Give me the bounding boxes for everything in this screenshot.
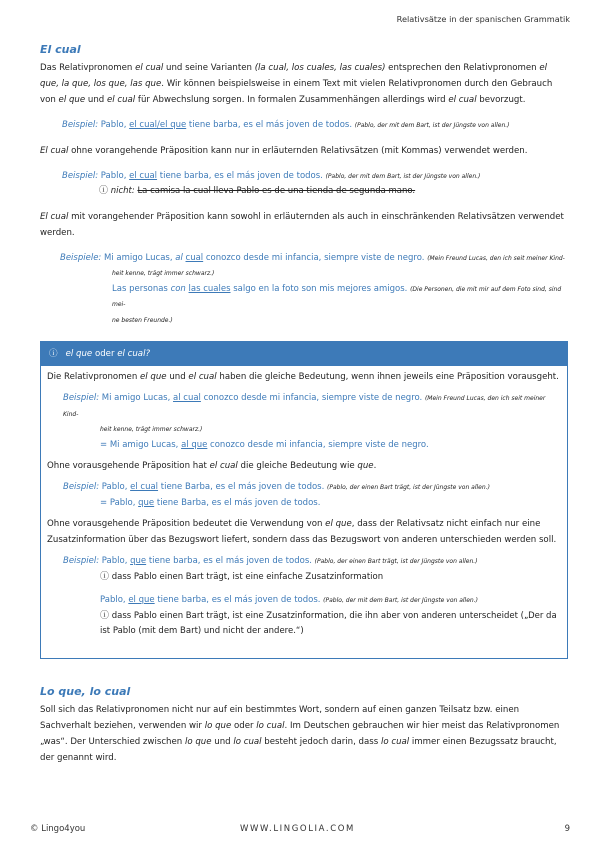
text: für Abwechslung sorgen. In formalen Zusammenhängen allerdings wird — [135, 95, 449, 105]
box-paragraph-2 — [47, 458, 561, 474]
website-link[interactable]: WWW.LINGOLIA.COM — [240, 824, 355, 834]
example-text: tiene barba, es el más joven de todos. — [186, 120, 353, 130]
term: lo cual — [233, 737, 262, 747]
text: oder — [231, 721, 257, 731]
term: el cual — [135, 63, 164, 73]
copyright: © Lingo4you — [30, 824, 86, 834]
example-line — [60, 251, 568, 267]
example-label: Beispiel: — [63, 556, 100, 566]
term: el que — [58, 95, 86, 105]
text: Die Relativpronomen — [47, 372, 140, 382]
example-underlined: el cual/el que — [129, 120, 187, 130]
example-line — [63, 480, 561, 496]
example-underlined: al cual — [173, 393, 201, 403]
term: que, los que, las que — [72, 79, 162, 89]
preposition: con — [170, 283, 186, 294]
example-text: tiene barba, es el más joven de todos. — [157, 170, 323, 181]
struck-example: La camisa la cual lleva Pablo es de una tienda de segunda mano. — [137, 186, 416, 196]
term: el cual — [448, 95, 477, 105]
note-text: ist Pablo (mit dem Bart) und nicht der andere.“) — [100, 626, 304, 636]
text: . Im Deutschen gebrauchen wir hier meist das Relativpronomen „was“. Der Unterschied zwischen — [40, 721, 560, 747]
term: lo cual — [380, 737, 410, 747]
example-text: = Mi amigo Lucas, — [100, 439, 182, 450]
example-text: Pablo, — [100, 120, 130, 130]
note-text: dass Pablo einen Bart trägt, ist eine Zusatzinformation, die ihn aber von anderen unterscheidet („Der da — [111, 610, 557, 621]
text: Soll sich das Relativpronomen nicht nur auf ein bestimmtes Wort, sondern auf einen ganzen Teilsatz bzw. einen Sachverhalt beziehen, verwenden wir — [40, 705, 520, 731]
info-box-body — [41, 366, 567, 640]
box-title-term: el cual? — [117, 349, 151, 359]
example-1 — [40, 118, 568, 134]
box-example-1 — [47, 391, 561, 453]
section-lo-que — [40, 680, 568, 776]
term: lo que — [184, 737, 212, 747]
text: und — [85, 95, 107, 105]
text: . — [373, 461, 377, 471]
info-box-header — [41, 342, 567, 366]
term: lo que — [204, 721, 232, 731]
translation-line — [60, 313, 568, 329]
note-label: nicht: — [110, 186, 135, 196]
text: haben die gleiche Bedeutung, wenn ihnen jeweils eine Präposition vorausgeht. — [216, 372, 559, 382]
heading-el-cual: El cual — [40, 43, 81, 56]
page-header: Relativsätze in der spanischen Grammatik — [396, 14, 570, 24]
term: El cual — [40, 145, 69, 156]
info-icon: ⓘ — [100, 571, 110, 582]
text: besteht jedoch darin, dass — [261, 737, 381, 747]
example-text: Mi amigo Lucas, — [104, 252, 176, 263]
info-icon: ⓘ — [99, 186, 109, 196]
text: und — [211, 737, 234, 747]
text: Ohne vorausgehende Präposition hat — [47, 461, 210, 471]
term: el que — [140, 372, 167, 382]
example-text: tiene barba, es el más joven de todos. — [154, 595, 321, 605]
example-label: Beispiele: — [60, 252, 102, 263]
example-label: Beispiel: — [63, 393, 100, 403]
example-text: Mi amigo Lucas, — [101, 393, 174, 403]
note-line — [63, 570, 561, 586]
paragraph-intro — [40, 60, 568, 108]
term: que — [357, 461, 374, 471]
term: el cual — [188, 372, 217, 382]
text: ohne vorangehende Präposition kann nur in erläuternden Relativsätzen (mit Kommas) verwendet werden. — [68, 145, 528, 156]
example-text: salgo en la foto son mis mejores amigos. — [230, 283, 408, 294]
heading-lo-que: Lo que, lo cual — [40, 685, 131, 698]
box-example-2 — [47, 480, 561, 511]
example-line — [63, 391, 561, 422]
example-text: tiene Barba, es el más joven de todos. — [158, 482, 325, 492]
box-title-text: oder — [92, 349, 118, 359]
box-paragraph-1 — [47, 369, 561, 385]
info-box — [40, 341, 568, 659]
translation: (Mein Freund Lucas, den ich seit meiner Kind- — [427, 254, 565, 262]
term: lo cual — [256, 721, 285, 731]
example-underlined: al que — [181, 439, 208, 450]
info-icon: ⓘ — [49, 349, 58, 359]
translation: heit kenne, trägt immer schwarz.) — [112, 270, 215, 277]
example-text: Pablo, — [101, 556, 131, 566]
example-line — [63, 554, 561, 570]
text: und — [166, 372, 189, 382]
text: Ohne vorausgehende Präposition bedeutet die Verwendung von — [47, 519, 326, 529]
paragraph-3 — [40, 209, 568, 241]
example-text: Pablo, — [101, 482, 131, 492]
translation-line — [63, 422, 561, 438]
example-text: Pablo, — [100, 170, 130, 181]
example-line — [63, 593, 561, 609]
example-3 — [40, 251, 568, 329]
term: el que — [325, 519, 352, 529]
term: (la cual, los cuales, las cuales) — [254, 63, 386, 73]
term: el cual — [209, 461, 238, 471]
text: immer einen Bezugssatz braucht, der genannt wird. — [40, 737, 557, 763]
translation: (Pablo, der mit dem Bart, ist der Jüngste von allen.) — [323, 597, 478, 604]
example-line — [62, 169, 568, 185]
example-label: Beispiel: — [63, 482, 100, 492]
paragraph-lo-que — [40, 702, 568, 766]
preposition: al — [175, 252, 183, 263]
example-underlined: que — [130, 556, 147, 566]
example-label: Beispiel: — [62, 170, 99, 181]
note-line — [63, 624, 561, 640]
translation: (Pablo, der mit dem Bart, ist der Jüngste von allen.) — [354, 122, 510, 129]
text: , dass der Relativsatz nicht einfach nur eine Zusatzinformation über das Bezugswort liefert, sondern dass das Bezugswort von anderen unterschieden werden soll. — [47, 519, 557, 545]
example-text: conozco desde mi infancia, siempre viste de negro. — [207, 439, 429, 450]
box-title-term: el que — [65, 349, 93, 359]
box-example-3 — [47, 554, 561, 640]
example-text: conozco desde mi infancia, siempre viste de negro. — [203, 252, 425, 263]
example-text: Pablo, — [100, 595, 129, 605]
equivalent-line — [63, 496, 561, 512]
example-underlined: cual — [185, 252, 204, 263]
translation: (Pablo, der mit dem Bart, ist der Jüngste von allen.) — [325, 172, 481, 180]
example-2 — [40, 169, 568, 200]
text: bevorzugt. — [476, 95, 526, 105]
translation: (Pablo, der einen Bart trägt, ist der Jüngste von allen.) — [314, 558, 478, 565]
text: die gleiche Bedeutung wie — [237, 461, 358, 471]
term: El cual — [40, 211, 69, 222]
text: entsprechen den Relativpronomen — [385, 63, 540, 73]
example-underlined: el que — [128, 595, 155, 605]
example-text: conozco desde mi infancia, siempre viste de negro. — [200, 393, 423, 403]
translation-line — [60, 266, 568, 282]
example-underlined: las cuales — [188, 283, 231, 294]
text: . Wir können beispielsweise in einem Text mit vielen Relativpronomen durch den Gebrauch von — [40, 79, 553, 105]
translation: ne besten Freunde.) — [112, 316, 173, 324]
box-paragraph-3 — [47, 516, 561, 548]
text: Das Relativpronomen — [40, 63, 136, 73]
translation: (Pablo, der einen Bart trägt, ist der Jüngste von allen.) — [327, 484, 490, 491]
text: mit vorangehender Präposition kann sowohl in erläuternden als auch in einschränkenden Relativsätzen verwendet werden. — [40, 211, 564, 238]
example-line — [60, 282, 568, 313]
example-label: Beispiel: — [62, 120, 99, 130]
translation: (Mein Freund Lucas, den ich seit meiner Kind- — [63, 395, 546, 418]
page-number: 9 — [564, 824, 570, 834]
term: el cual — [106, 95, 136, 105]
translation: (Die Personen, die mit mir auf dem Foto sind, sind mei- — [112, 285, 562, 308]
example-text: Las personas — [112, 283, 171, 294]
example-text: tiene barba, es el más joven de todos. — [146, 556, 312, 566]
note-line — [63, 609, 561, 625]
note-text: dass Pablo einen Bart trägt, ist eine einfache Zusatzinformation — [111, 571, 384, 582]
equivalent-line — [63, 438, 561, 454]
note-line — [62, 184, 568, 200]
term: el que, la — [40, 63, 548, 89]
example-text: = Pablo, — [100, 497, 139, 508]
section-el-cual — [40, 38, 568, 337]
paragraph-2 — [40, 143, 568, 159]
example-underlined: que — [138, 497, 155, 508]
example-text: tiene Barba, es el más joven de todos. — [154, 497, 321, 508]
text: und seine Varianten — [163, 63, 255, 73]
example-underlined: el cual — [129, 170, 158, 181]
example-underlined: el cual — [130, 482, 159, 492]
info-icon: ⓘ — [100, 610, 110, 621]
translation: heit kenne, trägt immer schwarz.) — [100, 426, 203, 433]
